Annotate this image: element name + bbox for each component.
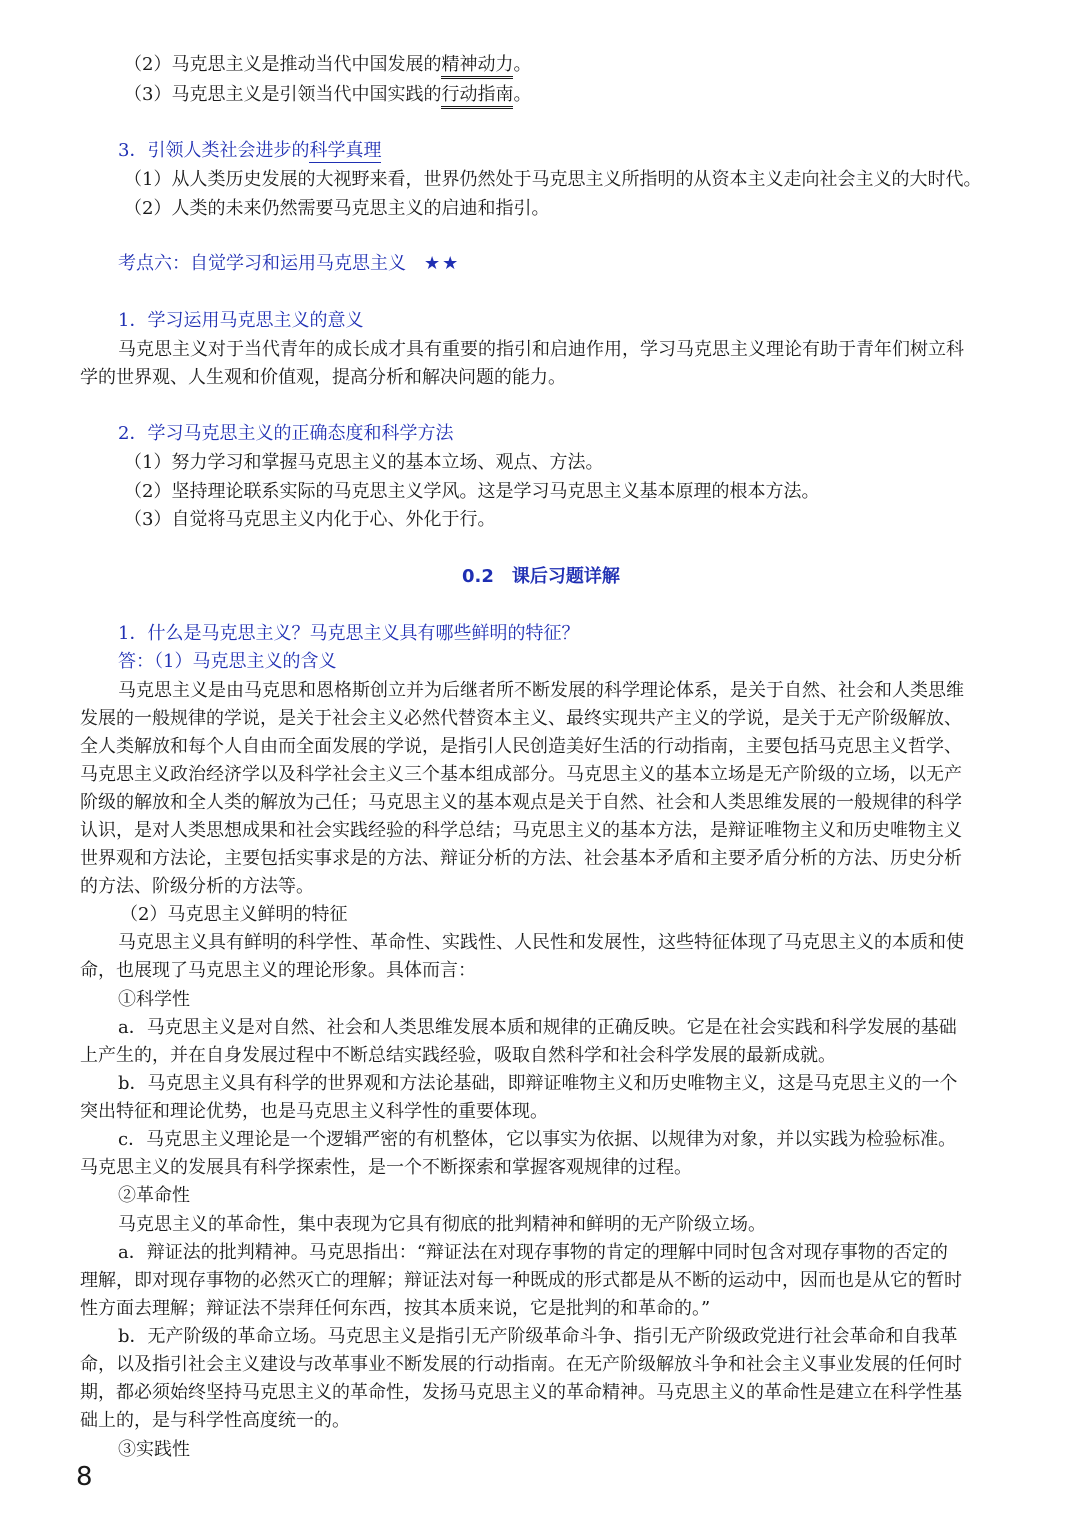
heading-scientific-truth: [118, 142, 381, 160]
underlined-keyword: 精神动力: [441, 54, 513, 79]
underlined-keyword: 行动指南: [441, 84, 513, 109]
paragraph-line: a．辩证法的批判精神。马克思指出：“辩证法在对现存事物的肯定的理解中同时包含对现存事物的否定的: [118, 1242, 948, 1263]
section-title: 0.2 课后习题详解: [462, 566, 620, 587]
paragraph-line: 马克思主义的发展具有科学探索性，是一个不断探索和掌握客观规律的过程。: [80, 1157, 692, 1178]
paragraph: （2）人类的未来仍然需要马克思主义的启迪和指引。: [124, 198, 550, 219]
subheading: ③实践性: [118, 1439, 190, 1460]
paragraph-line: 发展的一般规律的学说，是关于社会主义必然代替资本主义、最终实现共产主义的学说，是关于无产阶级解放、: [80, 708, 962, 729]
answer-intro: 答：（1）马克思主义的含义: [118, 651, 337, 672]
paragraph-line: 马克思主义对于当代青年的成长成才具有重要的指引和启迪作用，学习马克思主义理论有助于青年们树立科: [118, 339, 964, 360]
item-action-guide: [124, 86, 531, 104]
subheading: ①科学性: [118, 989, 190, 1010]
paragraph-line: 突出特征和理论优势，也是马克思主义科学性的重要体现。: [80, 1101, 548, 1122]
paragraph: （2）坚持理论联系实际的马克思主义学风。这是学习马克思主义基本原理的根本方法。: [124, 481, 820, 502]
paragraph-line: 马克思主义是由马克思和恩格斯创立并为后继者所不断发展的科学理论体系，是关于自然、社会和人类思维: [118, 680, 964, 701]
subheading: ②革命性: [118, 1185, 190, 1206]
page-number: 8: [76, 1462, 93, 1492]
paragraph-line: 命，也展现了马克思主义的理论形象。具体而言：: [80, 960, 476, 981]
paragraph-line: 世界观和方法论，主要包括实事求是的方法、辩证分析的方法、社会基本矛盾和主要矛盾分析的方法、历史分析: [80, 848, 962, 869]
paragraph-line: 全人类解放和每个人自由而全面发展的学说，是指引人民创造美好生活的行动指南，主要包括马克思主义哲学、: [80, 736, 962, 757]
paragraph-line: 的方法、阶级分析的方法等。: [80, 876, 314, 897]
heading-study-meaning: 1．学习运用马克思主义的意义: [118, 310, 364, 331]
paragraph-line: c．马克思主义理论是一个逻辑严密的有机整体，它以事实为依据、以规律为对象，并以实践为检验标准。: [118, 1129, 957, 1150]
paragraph-line: 学的世界观、人生观和价值观，提高分析和解决问题的能力。: [80, 367, 566, 388]
item-spiritual-power: [124, 56, 531, 74]
paragraph: （3）自觉将马克思主义内化于心、外化于行。: [124, 509, 496, 530]
heading-study-method: 2．学习马克思主义的正确态度和科学方法: [118, 423, 454, 444]
paragraph-line: 认识，是对人类思想成果和社会实践经验的科学总结；马克思主义的基本方法，是辩证唯物主义和历史唯物主义: [80, 820, 962, 841]
star-rating-icon: ★★: [424, 253, 461, 274]
item-text: （2）马克思主义是推动当代中国发展的: [124, 54, 442, 75]
paragraph-line: 马克思主义政治经济学以及科学社会主义三个基本组成部分。马克思主义的基本立场是无产阶级的立场，以无产: [80, 764, 962, 785]
question-heading: 1．什么是马克思主义？马克思主义具有哪些鲜明的特征？: [118, 623, 580, 644]
paragraph-line: 理解，即对现存事物的必然灭亡的理解；辩证法对每一种既成的形式都是从不断的运动中，因而也是从它的暂时: [80, 1270, 962, 1291]
paragraph-line: 阶级的解放和全人类的解放为己任；马克思主义的基本观点是关于自然、社会和人类思维发展的一般规律的科学: [80, 792, 962, 813]
paragraph-line: 础上的，是与科学性高度统一的。: [80, 1410, 350, 1431]
paragraph-line: 马克思主义具有鲜明的科学性、革命性、实践性、人民性和发展性，这些特征体现了马克思主义的本质和使: [118, 932, 964, 953]
subheading: （2）马克思主义鲜明的特征: [120, 904, 348, 925]
paragraph-line: 期，都必须始终坚持马克思主义的革命性，发扬马克思主义的革命精神。马克思主义的革命性是建立在科学性基: [80, 1382, 962, 1403]
paragraph-line: b．无产阶级的革命立场。马克思主义是指引无产阶级革命斗争、指引无产阶级政党进行社会革命和自我革: [118, 1326, 958, 1347]
paragraph-line: b．马克思主义具有科学的世界观和方法论基础，即辩证唯物主义和历史唯物主义，这是马克思主义的一个: [118, 1073, 958, 1094]
heading-text: 3．引领人类社会进步的: [118, 140, 310, 161]
item-text: 。: [513, 54, 532, 75]
paragraph: （1）努力学习和掌握马克思主义的基本立场、观点、方法。: [124, 452, 604, 473]
paragraph-line: 马克思主义的革命性，集中表现为它具有彻底的批判精神和鲜明的无产阶级立场。: [118, 1214, 766, 1235]
item-text: 。: [513, 84, 532, 105]
paragraph-line: 性方面去理解；辩证法不崇拜任何东西，按其本质来说，它是批判的和革命的。”: [80, 1298, 711, 1319]
paragraph-line: 上产生的，并在自身发展过程中不断总结实践经验，吸取自然科学和社会科学发展的最新成就。: [80, 1045, 836, 1066]
paragraph: （1）从人类历史发展的大视野来看，世界仍然处于马克思主义所指明的从资本主义走向社会主义的大时代。: [124, 169, 982, 190]
kaodian-heading: [118, 255, 460, 273]
kaodian-title: 考点六：自觉学习和运用马克思主义: [118, 253, 406, 274]
paragraph-line: a．马克思主义是对自然、社会和人类思维发展本质和规律的正确反映。它是在社会实践和科学发展的基础: [118, 1017, 957, 1038]
paragraph-line: 命，以及指引社会主义建设与改革事业不断发展的行动指南。在无产阶级解放斗争和社会主义事业发展的任何时: [80, 1354, 962, 1375]
item-text: （3）马克思主义是引领当代中国实践的: [124, 84, 442, 105]
underlined-keyword: 科学真理: [309, 140, 382, 161]
